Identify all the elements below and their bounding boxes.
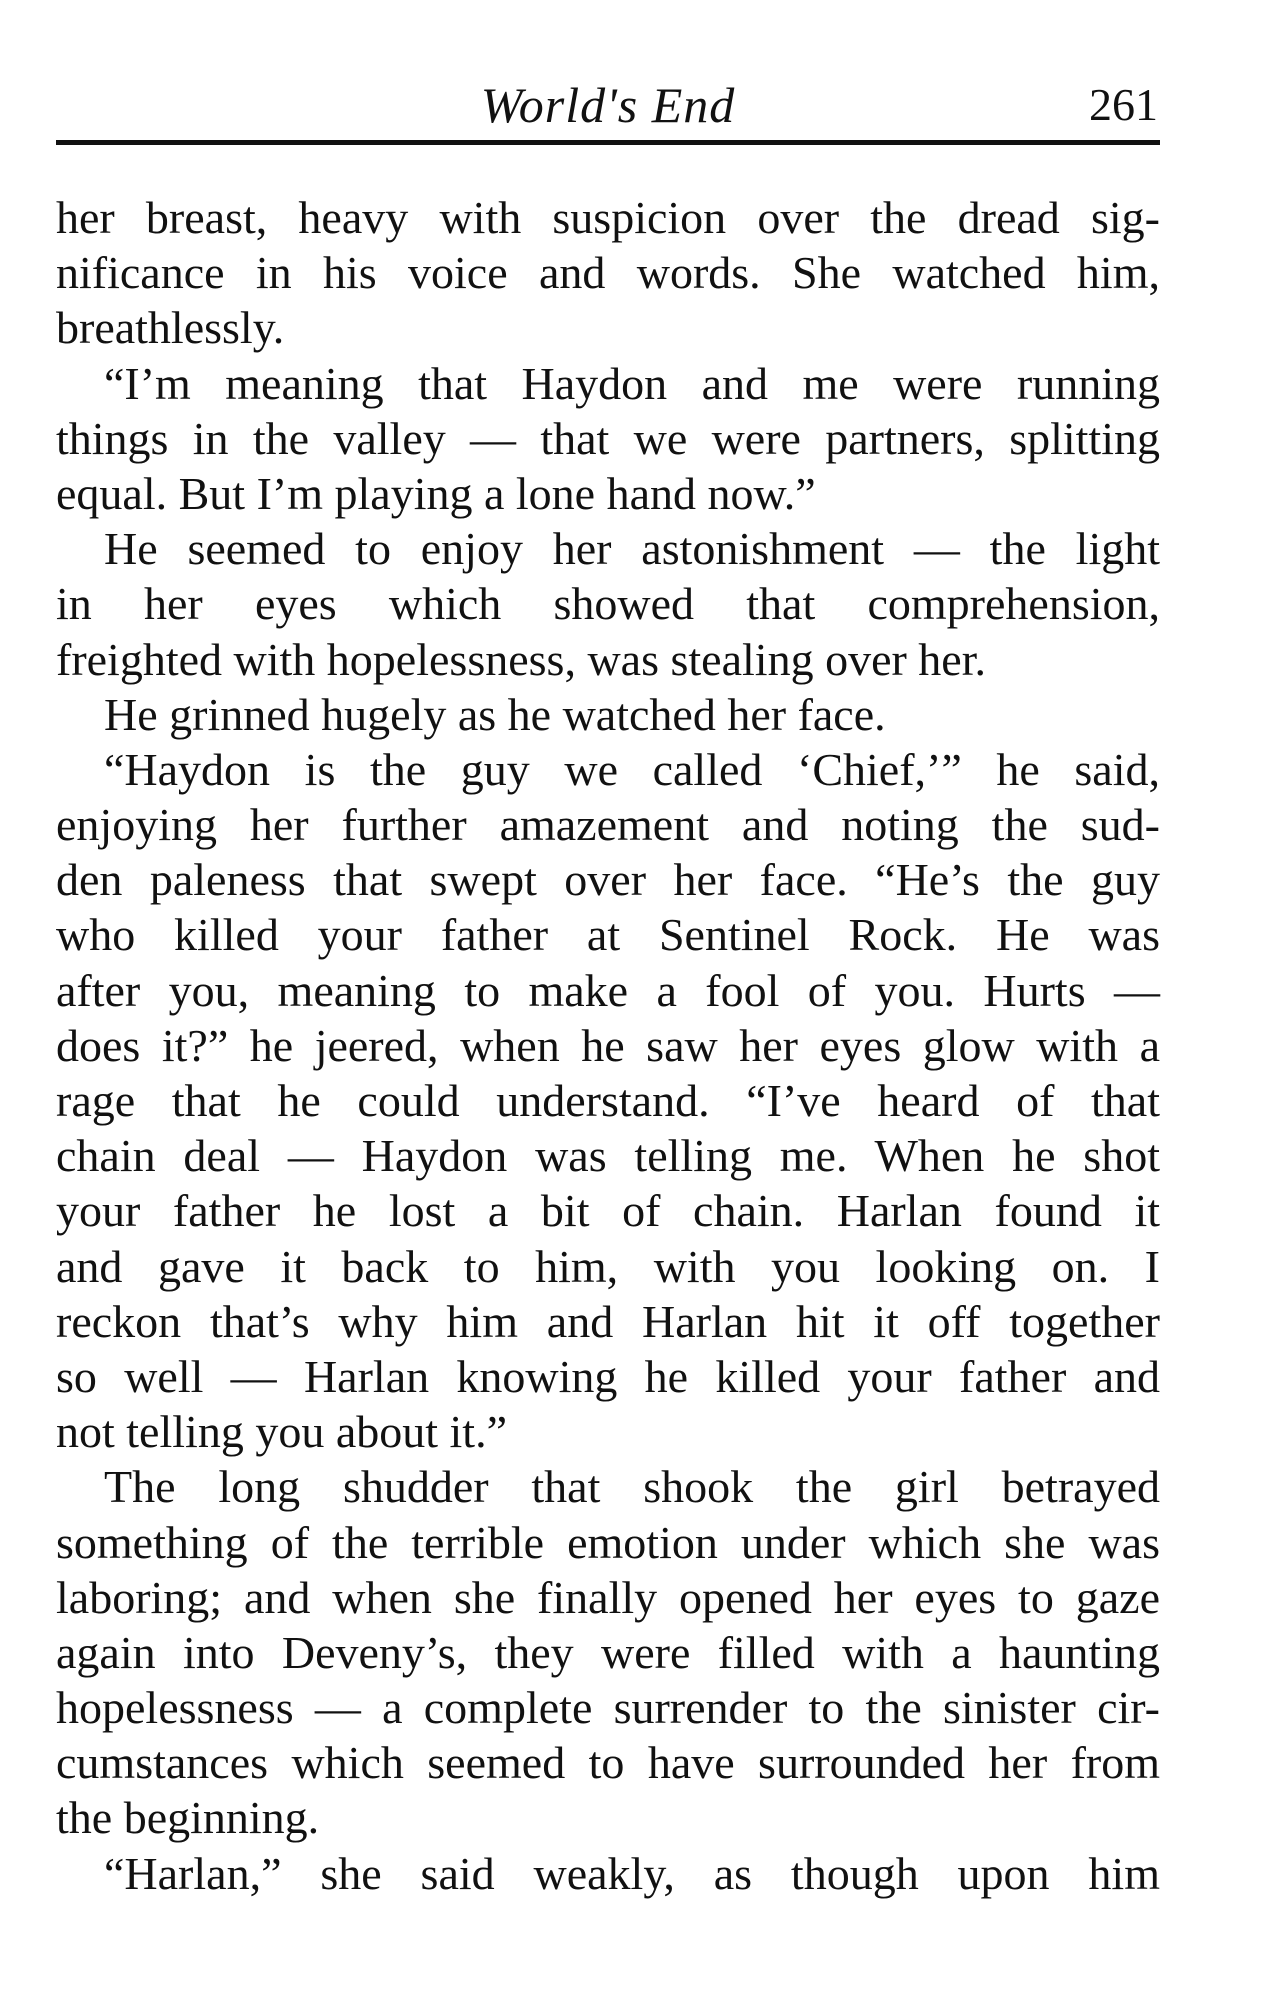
text-line: in her eyes which showed that comprehension, [56,578,1160,630]
text-line: The long shudder that shook the girl betrayed [104,1461,1160,1513]
text-line: “I’m meaning that Haydon and me were running [104,357,1160,409]
text-line: so well — Harlan knowing he killed your father and [56,1350,1160,1402]
text-line: things in the valley — that we were partners, splitting [56,412,1160,464]
text-line: after you, meaning to make a fool of you. Hurts — [56,964,1160,1016]
text-line: hopelessness — a complete surrender to the sinister cir- [56,1682,1160,1734]
text-line: her breast, heavy with suspicion over the dread sig- [56,192,1160,243]
text-line: nificance in his voice and words. She watched him, [56,247,1160,299]
text-line: enjoying her further amazement and noting the sud- [56,799,1160,851]
text-line: rage that he could understand. “I’ve heard of that [56,1075,1160,1126]
text-line: something of the terrible emotion under which she was [56,1516,1160,1568]
text-line: the beginning. [56,1792,320,1844]
text-line: den paleness that swept over her face. “He’s the guy [56,854,1160,906]
text-line: not telling you about it.” [56,1406,507,1458]
text-line: He seemed to enjoy her astonishment — the light [104,523,1160,575]
text-line: freighted with hopelessness, was stealing over her. [56,633,986,685]
text-line: does it?” he jeered, when he saw her eyes glow with a [56,1019,1160,1071]
header-rule [56,140,1160,145]
text-line: who killed your father at Sentinel Rock. He was [56,909,1160,961]
text-line: reckon that’s why him and Harlan hit it off together [56,1295,1160,1347]
text-line: “Haydon is the guy we called ‘Chief,’” he said, [104,743,1160,795]
running-title: World's End [480,77,736,133]
text-line: your father he lost a bit of chain. Harlan found it [56,1185,1160,1237]
text-line: cumstances which seemed to have surrounded her from [56,1737,1160,1789]
running-header [56,70,1160,140]
text-line: equal. But I’m playing a lone hand now.” [56,467,816,519]
text-line: laboring; and when she finally opened her eyes to gaze [56,1571,1160,1623]
page-number: 261 [1089,79,1158,130]
text-line: “Harlan,” she said weakly, as though upon him [104,1847,1160,1899]
text-line: chain deal — Haydon was telling me. When he shot [56,1130,1160,1182]
text-line: and gave it back to him, with you looking on. I [56,1240,1160,1292]
body-text [56,190,1160,1901]
text-line: breathlessly. [56,302,285,354]
text-line: again into Deveny’s, they were filled with a haunting [56,1626,1160,1678]
text-line: He grinned hugely as he watched her face. [104,688,886,740]
